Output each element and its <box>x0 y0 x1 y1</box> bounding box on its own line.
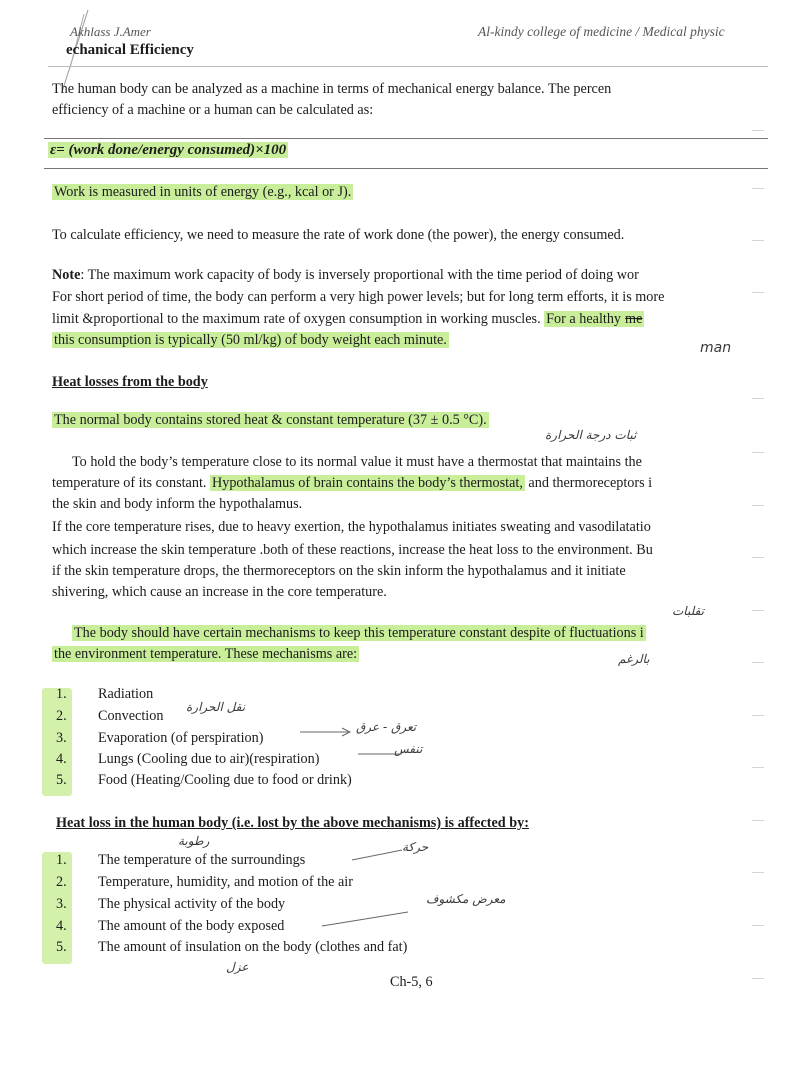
handwritten-note-temperature: ثبات درجة الحرارة <box>545 428 637 442</box>
margin-tick <box>752 452 764 453</box>
hold-line-3: the skin and body inform the hypothalamus. <box>52 496 303 512</box>
intro-line-1: The human body can be analyzed as a machine in terms of mechanical energy balance. The percen <box>52 81 612 97</box>
list-item: 4. The amount of the body exposed <box>56 918 285 934</box>
core-line-3: if the skin temperature drops, the thermoreceptors on the skin inform the hypothalamus and it initiate <box>52 563 626 579</box>
heat-loss-affected-title: Heat loss in the human body (i.e. lost by the above mechanisms) is affected by: <box>56 815 529 831</box>
margin-tick <box>752 292 764 293</box>
margin-tick <box>752 398 764 399</box>
core-line-1: If the core temperature rises, due to heavy exertion, the hypothalamus initiates sweating and vasodilatatio <box>52 519 651 535</box>
header-divider <box>48 66 768 67</box>
stored-heat-line: The normal body contains stored heat & constant temperature (37 ± 0.5 °C). <box>54 412 487 428</box>
margin-tick <box>752 188 764 189</box>
handwritten-note-humidity: رطوبة <box>178 834 210 848</box>
note-line-2: For short period of time, the body can perform a very high power levels; but for long term efforts, it is more <box>52 289 665 305</box>
mechanisms-intro-line-2: the environment temperature. These mechanisms are: <box>54 646 358 662</box>
intro-line-2: efficiency of a machine or a human can be calculated as: <box>52 102 374 118</box>
note-line-4: this consumption is typically (50 ml/kg) of body weight each minute. <box>54 332 447 348</box>
list-item: 3. The physical activity of the body <box>56 896 286 912</box>
list-item: 5. Food (Heating/Cooling due to food or drink) <box>56 772 352 788</box>
efficiency-formula: ε= (work done/energy consumed)×100 <box>50 142 287 158</box>
handwritten-note-exposed: معرض مكشوف <box>426 892 506 906</box>
page-footer-chapter: Ch-5, 6 <box>390 974 433 990</box>
handwritten-note-despite: بالرغم <box>618 652 650 666</box>
list-item: 3. Evaporation (of perspiration) <box>56 730 264 746</box>
margin-tick <box>752 662 764 663</box>
margin-tick <box>752 767 764 768</box>
core-line-2: which increase the skin temperature .both of these reactions, increase the heat loss to the environment. Bu <box>52 542 653 558</box>
margin-tick <box>752 925 764 926</box>
margin-tick <box>752 130 764 131</box>
handwritten-man: man <box>700 340 732 356</box>
margin-tick <box>752 715 764 716</box>
efficiency-calc-line: To calculate efficiency, we need to measure the rate of work done (the power), the energy consumed. <box>52 227 625 243</box>
margin-tick <box>752 505 764 506</box>
list-item: 2. Convection <box>56 708 164 724</box>
note-line-3: limit &proportional to the maximum rate of oxygen consumption in working muscles. For a healthy me <box>52 311 643 327</box>
handwritten-note-fluctuations: تقلبات <box>672 604 704 618</box>
mechanisms-intro-line-1: The body should have certain mechanisms to keep this temperature constant despite of fluctuations i <box>74 625 644 641</box>
hold-line-1: To hold the body’s temperature close to its normal value it must have a thermostat that maintains the <box>72 454 642 470</box>
handwritten-note-insulation: عزل <box>226 960 249 974</box>
arrow-icon <box>298 724 408 764</box>
header-author: Akhlass J.Amer <box>70 24 151 39</box>
hold-line-2: temperature of its constant. Hypothalamus of brain contains the body’s thermostat, and thermoreceptors i <box>52 475 653 491</box>
margin-tick <box>752 557 764 558</box>
margin-tick <box>752 240 764 241</box>
header-college: Al-kindy college of medicine / Medical physic <box>478 24 725 39</box>
margin-tick <box>752 820 764 821</box>
handwritten-note-convection: نقل الحرارة <box>186 700 246 714</box>
work-units-line: Work is measured in units of energy (e.g., kcal or J). <box>54 184 352 200</box>
margin-tick <box>752 978 764 979</box>
margin-tick <box>752 610 764 611</box>
handwritten-note-lungs: تنفس <box>394 742 423 756</box>
list-item: 1. The temperature of the surroundings <box>56 852 306 868</box>
arrow-icon <box>318 846 428 936</box>
heat-losses-title: Heat losses from the body <box>52 374 208 390</box>
header-section-title: echanical Efficiency <box>66 42 194 58</box>
margin-tick <box>752 872 764 873</box>
formula-bottom-rule <box>44 168 768 169</box>
list-item: 4. Lungs (Cooling due to air)(respiration) <box>56 751 320 767</box>
formula-top-rule <box>44 138 768 139</box>
list-item: 1. Radiation <box>56 686 154 702</box>
handwritten-note-motion: حركة <box>402 840 429 854</box>
list-item: 2. Temperature, humidity, and motion of the air <box>56 874 353 890</box>
handwritten-note-evaporation: تعرق - عرق <box>356 720 417 734</box>
list-item: 5. The amount of insulation on the body (clothes and fat) <box>56 939 408 955</box>
note-line-1: Note: The maximum work capacity of body is inversely proportional with the time period of doing wor <box>52 267 639 283</box>
core-line-4: shivering, which cause an increase in the core temperature. <box>52 584 387 600</box>
